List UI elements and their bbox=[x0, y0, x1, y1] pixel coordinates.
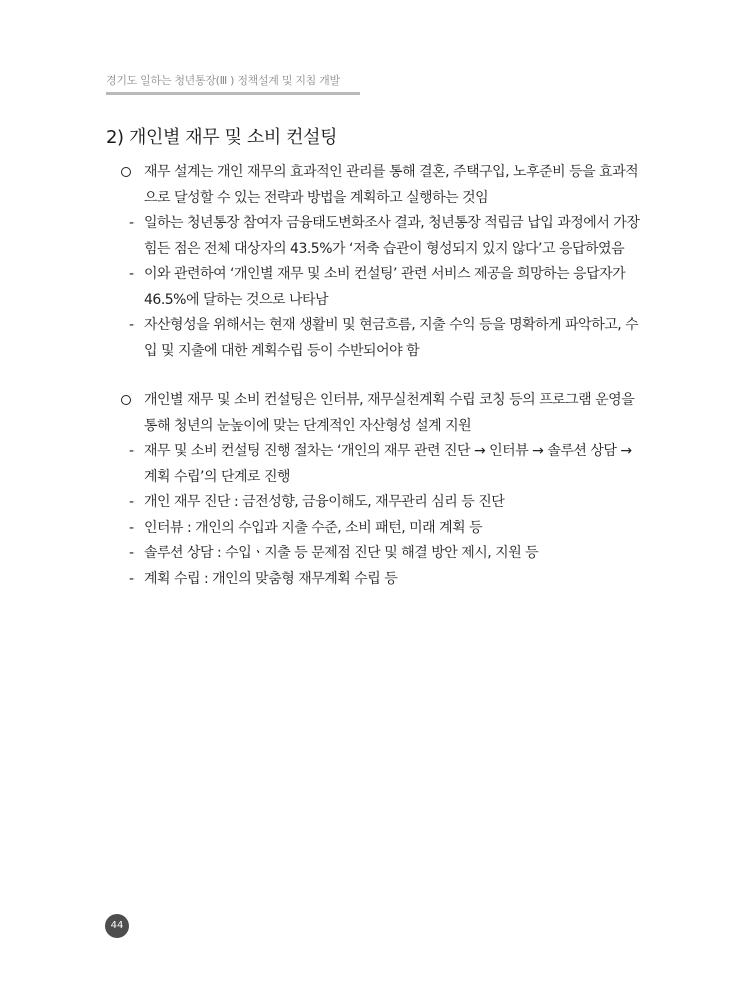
dash-list-item bbox=[116, 567, 646, 593]
dash-marker: - bbox=[129, 266, 134, 282]
dash-marker: - bbox=[129, 494, 134, 510]
list-item-text: 솔루션 상담 : 수입ㆍ지출 등 문제점 진단 및 해결 방안 제시, 지원 등 bbox=[144, 545, 539, 561]
dash-marker: - bbox=[129, 570, 134, 587]
page-number-badge: 44 bbox=[105, 914, 129, 938]
dash-marker: - bbox=[129, 443, 134, 459]
list-item-text: 일하는 청년통장 참여자 금융태도변화조사 결과, 청년통장 적립금 납입 과정에서 가장 힘든 점은 전체 대상자의 43.5%가 ‘저축 습관이 형성되지 있지 않다’고 응답하였음 bbox=[144, 215, 640, 257]
list-item-text: 이와 관련하여 ‘개인별 재무 및 소비 컨설팅’ 관련 서비스 제공을 희망하는 응답자가 46.5%에 달하는 것으로 나타남 bbox=[144, 266, 626, 308]
list-item-text: 개인 재무 진단 : 금전성향, 금융이해도, 재무관리 심리 등 진단 bbox=[144, 494, 505, 510]
body-content bbox=[116, 160, 646, 592]
dash-list-item bbox=[116, 211, 646, 262]
list-item-text: 인터뷰 : 개인의 수입과 지출 수준, 소비 패턴, 미래 계획 등 bbox=[144, 519, 483, 536]
header-divider bbox=[106, 92, 360, 95]
dash-list-item bbox=[116, 541, 646, 567]
dash-list-item bbox=[116, 490, 646, 516]
dash-list-item bbox=[116, 516, 646, 542]
dash-marker: - bbox=[129, 317, 134, 333]
dash-list-item bbox=[116, 439, 646, 490]
bullet-paragraph bbox=[116, 160, 646, 211]
circle-bullet-icon bbox=[121, 395, 131, 405]
dash-list-item bbox=[116, 313, 646, 364]
dash-marker: - bbox=[129, 545, 134, 561]
bullet-paragraph bbox=[116, 388, 646, 439]
dash-marker: - bbox=[129, 519, 134, 536]
bullet-text: 개인별 재무 및 소비 컨설팅은 인터뷰, 재무실천계획 수립 코칭 등의 프로그램 운영을 통해 청년의 눈높이에 맞는 단계적인 자산형성 설계 지원 bbox=[144, 392, 635, 434]
section-title: 2) 개인별 재무 및 소비 컨설팅 bbox=[106, 127, 338, 148]
list-item-text: 재무 및 소비 컨설팅 진행 절차는 ‘개인의 재무 관련 진단 → 인터뷰 → 솔루션 상담 → 계획 수립’의 단계로 진행 bbox=[144, 443, 632, 485]
running-header: 경기도 일하는 청년통장(Ⅲ ) 정책설계 및 지침 개발 bbox=[106, 74, 340, 87]
list-item-text: 자산형성을 위해서는 현재 생활비 및 현금흐름, 지출 수익 등을 명확하게 파악하고, 수입 및 지출에 대한 계획수립 등이 수반되어야 함 bbox=[144, 317, 639, 359]
bullet-text: 재무 설계는 개인 재무의 효과적인 관리를 통해 결혼, 주택구입, 노후준비 등을 효과적으로 달성할 수 있는 전략과 방법을 계획하고 실행하는 것임 bbox=[144, 164, 639, 206]
list-item-text: 계획 수립 : 개인의 맞춤형 재무계획 수립 등 bbox=[144, 570, 398, 587]
dash-list-item bbox=[116, 262, 646, 313]
circle-bullet-icon bbox=[121, 167, 131, 177]
dash-marker: - bbox=[129, 215, 134, 231]
